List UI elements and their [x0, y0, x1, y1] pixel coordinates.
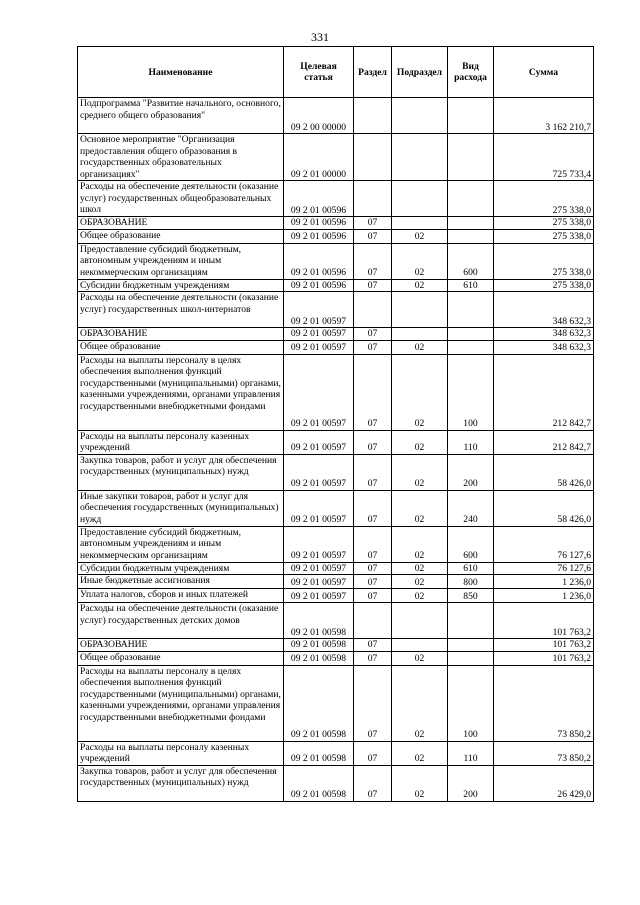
- row-name: Расходы на выплаты персоналу в целях обеспечения выполнения функций государственными (муниципальными) органами, казенными учреждениями, органами управления государственными внебюджетными фондами: [78, 354, 284, 430]
- row-sum: 275 338,0: [494, 181, 594, 217]
- table-body: [78, 98, 594, 802]
- header-expense-type: Вид расхода: [448, 47, 494, 98]
- row-name: Субсидии бюджетным учреждениям: [78, 562, 284, 575]
- table-row: [78, 639, 594, 652]
- header-subsection: Подраздел: [392, 47, 448, 98]
- row-section: 07: [354, 454, 392, 490]
- row-expense-type: [448, 639, 494, 652]
- row-sum: 58 426,0: [494, 490, 594, 526]
- row-section: 07: [354, 562, 392, 575]
- row-section: 07: [354, 765, 392, 801]
- row-expense-type: [448, 603, 494, 639]
- row-subsection: 02: [392, 741, 448, 765]
- row-section: [354, 603, 392, 639]
- row-name: Закупка товаров, работ и услуг для обеспечения государственных (муниципальных) нужд: [78, 454, 284, 490]
- row-name: Уплата налогов, сборов и иных платежей: [78, 589, 284, 603]
- row-sum: 275 338,0: [494, 243, 594, 279]
- row-name: Иные закупки товаров, работ и услуг для обеспечения государственных (муниципальных) нужд: [78, 490, 284, 526]
- row-section: 07: [354, 430, 392, 454]
- row-name: Предоставление субсидий бюджетным, автономным учреждениям и иным некоммерческим организациям: [78, 526, 284, 562]
- row-expense-type: 610: [448, 562, 494, 575]
- row-target: 09 2 01 00597: [284, 328, 354, 341]
- table-row: [78, 603, 594, 639]
- row-subsection: 02: [392, 651, 448, 665]
- row-subsection: 02: [392, 562, 448, 575]
- row-target: 09 2 01 00597: [284, 454, 354, 490]
- row-section: 07: [354, 243, 392, 279]
- row-expense-type: 800: [448, 575, 494, 589]
- row-name: Расходы на выплаты персоналу в целях обеспечения выполнения функций государственными (муниципальными) органами, казенными учреждениями, органами управления государственными внебюджетными фондами: [78, 665, 284, 741]
- row-sum: 212 842,7: [494, 354, 594, 430]
- row-subsection: [392, 217, 448, 230]
- row-target: 09 2 01 00596: [284, 279, 354, 292]
- row-subsection: [392, 639, 448, 652]
- row-subsection: 02: [392, 454, 448, 490]
- row-target: 09 2 01 00597: [284, 430, 354, 454]
- row-subsection: 02: [392, 575, 448, 589]
- row-section: 07: [354, 589, 392, 603]
- row-section: 07: [354, 665, 392, 741]
- header-sum: Сумма: [494, 47, 594, 98]
- row-target: 09 2 01 00598: [284, 651, 354, 665]
- row-name: Расходы на выплаты персоналу казенных учреждений: [78, 741, 284, 765]
- row-target: 09 2 01 00597: [284, 589, 354, 603]
- table-row: [78, 354, 594, 430]
- row-sum: 58 426,0: [494, 454, 594, 490]
- row-sum: 1 236,0: [494, 575, 594, 589]
- row-name: Субсидии бюджетным учреждениям: [78, 279, 284, 292]
- row-name: Подпрограмма "Развитие начального, основного, среднего общего образования": [78, 98, 284, 134]
- row-section: [354, 134, 392, 181]
- row-target: 09 2 01 00598: [284, 639, 354, 652]
- row-expense-type: [448, 181, 494, 217]
- row-name: Общее образование: [78, 340, 284, 354]
- row-section: 07: [354, 340, 392, 354]
- row-section: 07: [354, 229, 392, 243]
- row-target: 09 2 01 00598: [284, 741, 354, 765]
- row-subsection: 02: [392, 279, 448, 292]
- row-name: ОБРАЗОВАНИЕ: [78, 639, 284, 652]
- row-name: Закупка товаров, работ и услуг для обеспечения государственных (муниципальных) нужд: [78, 765, 284, 801]
- row-target: 09 2 01 00596: [284, 181, 354, 217]
- row-section: [354, 292, 392, 328]
- row-target: 09 2 01 00597: [284, 490, 354, 526]
- row-expense-type: 600: [448, 526, 494, 562]
- row-name: Расходы на обеспечение деятельности (оказание услуг) государственных детских домов: [78, 603, 284, 639]
- row-subsection: 02: [392, 589, 448, 603]
- header-name: Наименование: [78, 47, 284, 98]
- row-expense-type: 850: [448, 589, 494, 603]
- row-name: Основное мероприятие "Организация предоставления общего образования в государственных образовательных организациях": [78, 134, 284, 181]
- row-expense-type: 200: [448, 454, 494, 490]
- row-subsection: [392, 98, 448, 134]
- row-sum: 76 127,6: [494, 526, 594, 562]
- row-expense-type: 110: [448, 430, 494, 454]
- row-section: 07: [354, 741, 392, 765]
- table-row: [78, 589, 594, 603]
- row-sum: 101 763,2: [494, 603, 594, 639]
- row-expense-type: 200: [448, 765, 494, 801]
- row-sum: 26 429,0: [494, 765, 594, 801]
- table-row: [78, 243, 594, 279]
- table-row: [78, 279, 594, 292]
- row-sum: 212 842,7: [494, 430, 594, 454]
- row-subsection: 02: [392, 243, 448, 279]
- budget-table: [77, 46, 594, 802]
- table-row: [78, 217, 594, 230]
- table-row: [78, 229, 594, 243]
- row-section: 07: [354, 217, 392, 230]
- row-sum: 73 850,2: [494, 741, 594, 765]
- row-subsection: 02: [392, 229, 448, 243]
- row-expense-type: [448, 217, 494, 230]
- row-expense-type: 100: [448, 354, 494, 430]
- row-name: ОБРАЗОВАНИЕ: [78, 217, 284, 230]
- row-name: ОБРАЗОВАНИЕ: [78, 328, 284, 341]
- row-section: [354, 181, 392, 217]
- row-sum: 3 162 210,7: [494, 98, 594, 134]
- row-name: Расходы на обеспечение деятельности (оказание услуг) государственных школ-интернатов: [78, 292, 284, 328]
- table-row: [78, 454, 594, 490]
- row-section: 07: [354, 526, 392, 562]
- row-sum: 76 127,6: [494, 562, 594, 575]
- row-section: 07: [354, 651, 392, 665]
- row-name: Предоставление субсидий бюджетным, автономным учреждениям и иным некоммерческим организациям: [78, 243, 284, 279]
- row-expense-type: 240: [448, 490, 494, 526]
- row-target: 09 2 01 00000: [284, 134, 354, 181]
- row-sum: 275 338,0: [494, 279, 594, 292]
- row-target: 09 2 01 00597: [284, 575, 354, 589]
- row-target: 09 2 01 00597: [284, 292, 354, 328]
- row-target: 09 2 01 00596: [284, 243, 354, 279]
- row-subsection: 02: [392, 526, 448, 562]
- row-sum: 1 236,0: [494, 589, 594, 603]
- row-section: 07: [354, 490, 392, 526]
- row-target: 09 2 01 00598: [284, 603, 354, 639]
- header-section: Раздел: [354, 47, 392, 98]
- row-target: 09 2 01 00597: [284, 562, 354, 575]
- row-target: 09 2 01 00598: [284, 765, 354, 801]
- row-target: 09 2 00 00000: [284, 98, 354, 134]
- table-row: [78, 651, 594, 665]
- row-sum: 73 850,2: [494, 665, 594, 741]
- row-expense-type: [448, 340, 494, 354]
- row-section: [354, 98, 392, 134]
- row-target: 09 2 01 00597: [284, 340, 354, 354]
- table-row: [78, 526, 594, 562]
- row-subsection: [392, 181, 448, 217]
- row-name: Иные бюджетные ассигнования: [78, 575, 284, 589]
- row-sum: 725 733,4: [494, 134, 594, 181]
- row-expense-type: 600: [448, 243, 494, 279]
- row-expense-type: [448, 651, 494, 665]
- row-subsection: 02: [392, 354, 448, 430]
- table-row: [78, 490, 594, 526]
- row-subsection: 02: [392, 340, 448, 354]
- row-sum: 348 632,3: [494, 292, 594, 328]
- row-target: 09 2 01 00598: [284, 665, 354, 741]
- row-expense-type: 100: [448, 665, 494, 741]
- row-expense-type: 610: [448, 279, 494, 292]
- row-sum: 348 632,3: [494, 328, 594, 341]
- table-row: [78, 575, 594, 589]
- table-row: [78, 328, 594, 341]
- row-section: 07: [354, 575, 392, 589]
- table-row: [78, 765, 594, 801]
- row-expense-type: [448, 98, 494, 134]
- row-subsection: 02: [392, 665, 448, 741]
- row-expense-type: 110: [448, 741, 494, 765]
- row-section: 07: [354, 328, 392, 341]
- row-subsection: [392, 134, 448, 181]
- row-name: Расходы на выплаты персоналу казенных учреждений: [78, 430, 284, 454]
- row-target: 09 2 01 00596: [284, 217, 354, 230]
- row-expense-type: [448, 229, 494, 243]
- row-expense-type: [448, 292, 494, 328]
- table-row: [78, 665, 594, 741]
- row-name: Общее образование: [78, 229, 284, 243]
- row-sum: 275 338,0: [494, 229, 594, 243]
- table-row: [78, 562, 594, 575]
- row-section: 07: [354, 639, 392, 652]
- table-header-row: [78, 47, 594, 98]
- row-subsection: [392, 603, 448, 639]
- table-row: [78, 741, 594, 765]
- table-row: [78, 292, 594, 328]
- row-section: 07: [354, 354, 392, 430]
- page-number: 331: [311, 30, 329, 44]
- table-row: [78, 430, 594, 454]
- row-subsection: 02: [392, 765, 448, 801]
- row-subsection: [392, 292, 448, 328]
- row-subsection: 02: [392, 490, 448, 526]
- table-row: [78, 134, 594, 181]
- row-target: 09 2 01 00597: [284, 354, 354, 430]
- row-sum: 275 338,0: [494, 217, 594, 230]
- row-name: Расходы на обеспечение деятельности (оказание услуг) государственных общеобразовательных школ: [78, 181, 284, 217]
- row-name: Общее образование: [78, 651, 284, 665]
- row-sum: 101 763,2: [494, 639, 594, 652]
- row-section: 07: [354, 279, 392, 292]
- row-subsection: [392, 328, 448, 341]
- row-expense-type: [448, 134, 494, 181]
- row-target: 09 2 01 00597: [284, 526, 354, 562]
- table-row: [78, 98, 594, 134]
- row-sum: 101 763,2: [494, 651, 594, 665]
- row-sum: 348 632,3: [494, 340, 594, 354]
- table-row: [78, 181, 594, 217]
- row-expense-type: [448, 328, 494, 341]
- header-target: Целевая статья: [284, 47, 354, 98]
- row-subsection: 02: [392, 430, 448, 454]
- table-row: [78, 340, 594, 354]
- row-target: 09 2 01 00596: [284, 229, 354, 243]
